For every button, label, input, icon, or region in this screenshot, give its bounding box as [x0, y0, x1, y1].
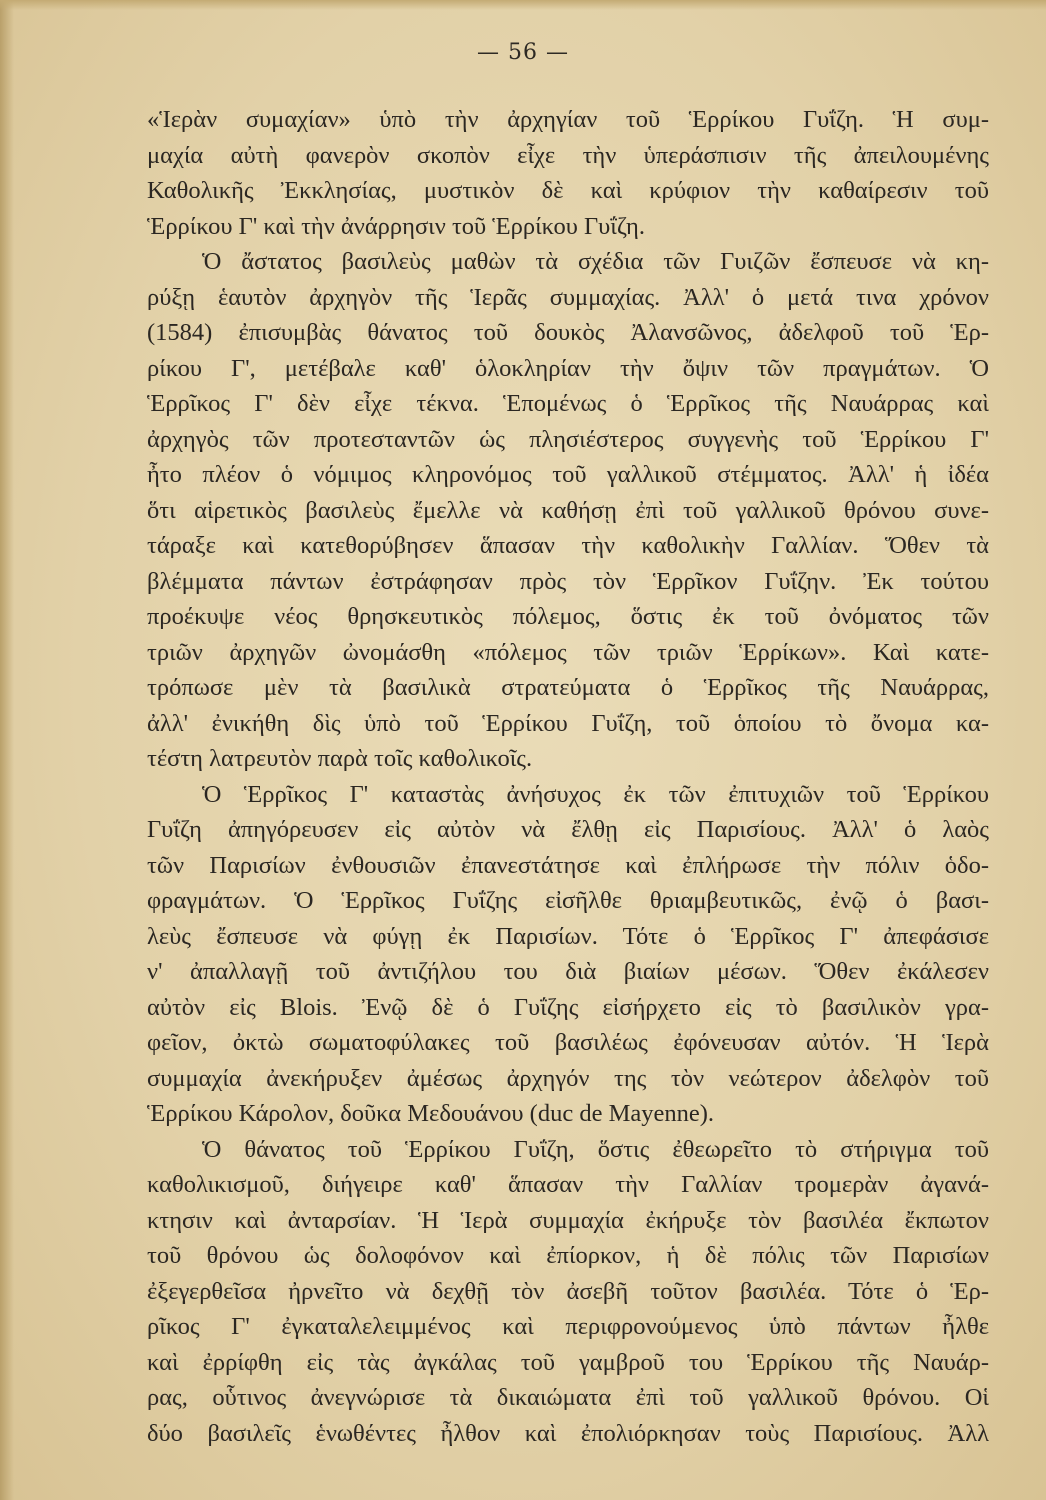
- text-line: τρόπωσε μὲν τὰ βασιλικὰ στρατεύματα ὁ Ἑρρῖκος τῆς Ναυάρρας,: [147, 674, 989, 701]
- text-line: Ὁ Ἑρρῖκος Γ' καταστὰς ἀνήσυχος ἐκ τῶν ἐπιτυχιῶν τοῦ Ἑρρίκου: [202, 780, 989, 808]
- text-line: ρας, οὗτινος ἀνεγνώρισε τὰ δικαιώματα ἐπὶ τοῦ γαλλικοῦ θρόνου. Οἱ: [147, 1384, 989, 1411]
- text-line: κτησιν καὶ ἀνταρσίαν. Ἡ Ἱερὰ συμμαχία ἐκήρυξε τὸν βασιλέα ἔκπωτον: [147, 1206, 989, 1234]
- text-line: φεῖον, ὀκτὼ σωματοφύλακες τοῦ βασιλέως ἐφόνευσαν αὐτόν. Ἡ Ἱερὰ: [147, 1029, 989, 1056]
- page-number: — 56 —: [477, 40, 569, 65]
- text-line: Ὁ ἄστατος βασιλεὺς μαθὼν τὰ σχέδια τῶν Γυιζῶν ἔσπευσε νὰ κη-: [202, 248, 989, 275]
- text-line: Ἑρρῖκος Γ' δὲν εἶχε τέκνα. Ἑπομένως ὁ Ἑρρῖκος τῆς Ναυάρρας καὶ: [147, 390, 989, 417]
- text-line: προέκυψε νέος θρησκευτικὸς πόλεμος, ὅστις ἐκ τοῦ ὀνόματος τῶν: [147, 603, 989, 630]
- text-line: (1584) ἐπισυμβὰς θάνατος τοῦ δουκὸς Ἀλανσῶνος, ἀδελφοῦ τοῦ Ἑρ-: [147, 319, 989, 346]
- text-line: ρύξῃ ἑαυτὸν ἀρχηγὸν τῆς Ἱερᾶς συμμαχίας. Ἀλλ' ὁ μετά τινα χρόνον: [147, 283, 989, 311]
- page-edge-shadow: [0, 0, 14, 1500]
- text-line: τάραξε καὶ κατεθορύβησεν ἅπασαν τὴν καθολικὴν Γαλλίαν. Ὅθεν τὰ: [147, 532, 989, 559]
- text-line: καὶ ἐρρίφθη εἰς τὰς ἀγκάλας τοῦ γαμβροῦ του Ἑρρίκου τῆς Ναυάρ-: [147, 1348, 989, 1376]
- text-line: δύο βασιλεῖς ἑνωθέντες ἦλθον καὶ ἐπολιόρκησαν τοὺς Παρισίους. Ἀλλ: [147, 1419, 989, 1447]
- text-line: τῶν Παρισίων ἐνθουσιῶν ἐπανεστάτησε καὶ ἐπλήρωσε τὴν πόλιν ὁδο-: [147, 851, 989, 879]
- text-line: καθολικισμοῦ, διήγειρε καθ' ἅπασαν τὴν Γαλλίαν τρομερὰν ἀγανά-: [147, 1171, 989, 1198]
- text-line: ρῖκος Γ' ἐγκαταλελειμμένος καὶ περιφρονούμενος ὑπὸ πάντων ἦλθε: [147, 1313, 989, 1340]
- text-line: τέστη λατρευτὸν παρὰ τοῖς καθολικοῖς.: [147, 745, 533, 772]
- text-line: Ὁ θάνατος τοῦ Ἑρρίκου Γυΐζη, ὅστις ἐθεωρεῖτο τὸ στήριγμα τοῦ: [202, 1135, 989, 1163]
- text-line: φραγμάτων. Ὁ Ἑρρῖκος Γυΐζης εἰσῆλθε θριαμβευτικῶς, ἐνῷ ὁ βασι-: [147, 887, 989, 914]
- text-line: βλέμματα πάντων ἐστράφησαν πρὸς τὸν Ἑρρῖκον Γυΐζην. Ἐκ τούτου: [147, 567, 989, 595]
- text-line: Καθολικῆς Ἐκκλησίας, μυστικὸν δὲ καὶ κρύφιον τὴν καθαίρεσιν τοῦ: [147, 177, 989, 204]
- text-line: ν' ἀπαλλαγῇ τοῦ ἀντιζήλου του διὰ βιαίων μέσων. Ὅθεν ἐκάλεσεν: [147, 958, 989, 985]
- text-line: ἦτο πλέον ὁ νόμιμος κληρονόμος τοῦ γαλλικοῦ στέμματος. Ἀλλ' ἡ ἰδέα: [147, 461, 989, 488]
- text-line: τοῦ θρόνου ὡς δολοφόνον καὶ ἐπίορκον, ἡ δὲ πόλις τῶν Παρισίων: [147, 1242, 989, 1269]
- text-line: ἀρχηγὸς τῶν προτεσταντῶν ὡς πλησιέστερος συγγενὴς τοῦ Ἑρρίκου Γ': [147, 425, 989, 453]
- text-line: «Ἱερὰν συμαχίαν» ὑπὸ τὴν ἀρχηγίαν τοῦ Ἑρρίκου Γυΐζη. Ἡ συμ-: [147, 106, 989, 133]
- text-line: αὐτὸν εἰς Blois. Ἐνῷ δὲ ὁ Γυΐζης εἰσήρχετο εἰς τὸ βασιλικὸν γρα-: [147, 993, 989, 1021]
- text-line: ὅτι αἱρετικὸς βασιλεὺς ἔμελλε νὰ καθήσῃ ἐπὶ τοῦ γαλλικοῦ θρόνου συνε-: [147, 496, 989, 524]
- text-line: ἐξεγερθεῖσα ἠρνεῖτο νὰ δεχθῇ τὸν ἀσεβῆ τοῦτον βασιλέα. Τότε ὁ Ἑρ-: [147, 1277, 989, 1305]
- body-text: [147, 102, 989, 1451]
- text-line: τριῶν ἀρχηγῶν ὠνομάσθη «πόλεμος τῶν τριῶν Ἑρρίκων». Καὶ κατε-: [147, 638, 989, 666]
- text-line: λεὺς ἔσπευσε νὰ φύγῃ ἐκ Παρισίων. Τότε ὁ Ἑρρῖκος Γ' ἀπεφάσισε: [147, 922, 989, 950]
- text-line: μαχία αὐτὴ φανερὸν σκοπὸν εἶχε τὴν ὑπεράσπισιν τῆς ἀπειλουμένης: [147, 141, 989, 169]
- page-top-shadow: [0, 0, 1046, 10]
- text-line: ἀλλ' ἐνικήθη δὶς ὑπὸ τοῦ Ἑρρίκου Γυΐζη, τοῦ ὁποίου τὸ ὄνομα κα-: [147, 709, 989, 737]
- text-line: Ἑρρίκου Κάρολον, δοῦκα Μεδουάνου (duc de Mayenne).: [147, 1100, 715, 1127]
- text-line: ρίκου Γ', μετέβαλε καθ' ὁλοκληρίαν τὴν ὄψιν τῶν πραγμάτων. Ὁ: [147, 354, 989, 382]
- text-line: συμμαχία ἀνεκήρυξεν ἀμέσως ἀρχηγόν της τὸν νεώτερον ἀδελφὸν τοῦ: [147, 1064, 989, 1092]
- text-line: Ἑρρίκου Γ' καὶ τὴν ἀνάρρησιν τοῦ Ἑρρίκου Γυΐζη.: [147, 212, 645, 240]
- text-line: Γυΐζη ἀπηγόρευσεν εἰς αὐτὸν νὰ ἔλθῃ εἰς Παρισίους. Ἀλλ' ὁ λαὸς: [147, 816, 989, 843]
